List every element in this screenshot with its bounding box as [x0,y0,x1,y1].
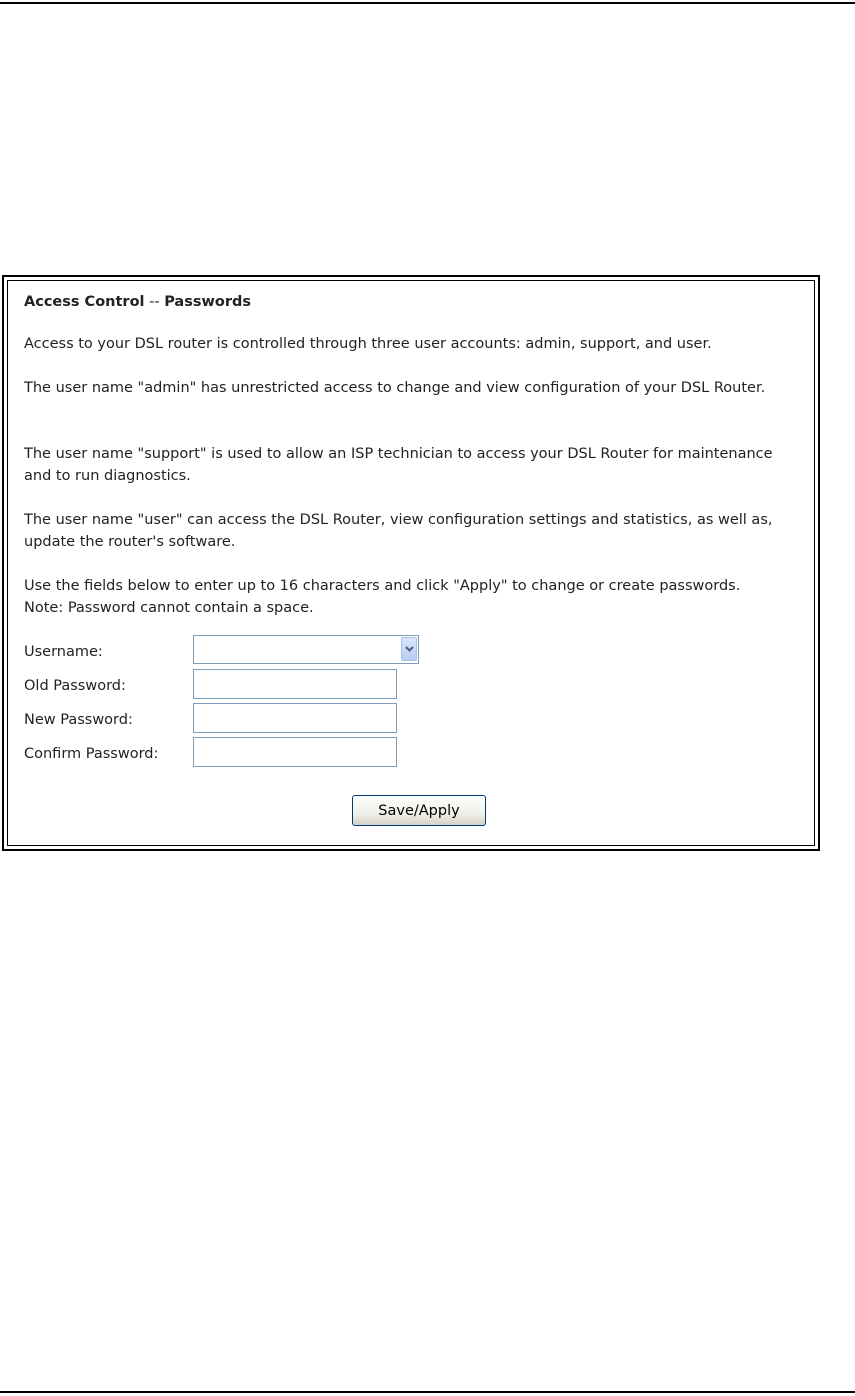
page-top-rule [0,2,855,4]
page-title [24,291,814,313]
page-bottom-rule [0,1391,855,1393]
support-description: The user name "support" is used to allow an ISP technician to access your DSL Router for maintenance and to run diagnostics. [24,446,773,484]
access-control-panel [2,275,820,851]
chevron-down-icon [405,645,413,653]
old-password-label: Old Password: [24,678,126,694]
username-dropdown-button[interactable] [401,637,417,661]
confirm-password-label: Confirm Password: [24,746,159,762]
new-password-input[interactable] [193,703,397,733]
confirm-password-input[interactable] [193,737,397,767]
username-select[interactable] [193,635,419,664]
admin-description: The user name "admin" has unrestricted access to change and view configuration of your DSL Router. [24,380,766,396]
save-apply-button[interactable]: Save/Apply [352,795,486,826]
username-label: Username: [24,644,103,660]
old-password-row [24,669,424,699]
new-password-label: New Password: [24,712,133,728]
panel-inner-border [7,280,815,846]
old-password-input[interactable] [193,669,397,699]
username-row [24,635,424,665]
title-separator: -- [144,294,165,310]
instructions-paragraph: Use the fields below to enter up to 16 characters and click "Apply" to change or create passwords. Note: Password cannot contain a space. [24,578,741,616]
confirm-password-row [24,737,424,767]
new-password-row [24,703,424,733]
panel-content [24,291,814,819]
intro-paragraph: Access to your DSL router is controlled through three user accounts: admin, support, and user. [24,336,712,352]
user-description: The user name "user" can access the DSL Router, view configuration settings and statistics, as well as, update the router's software. [24,512,773,550]
title-section: Access Control [24,294,145,310]
title-subsection: Passwords [164,294,251,310]
